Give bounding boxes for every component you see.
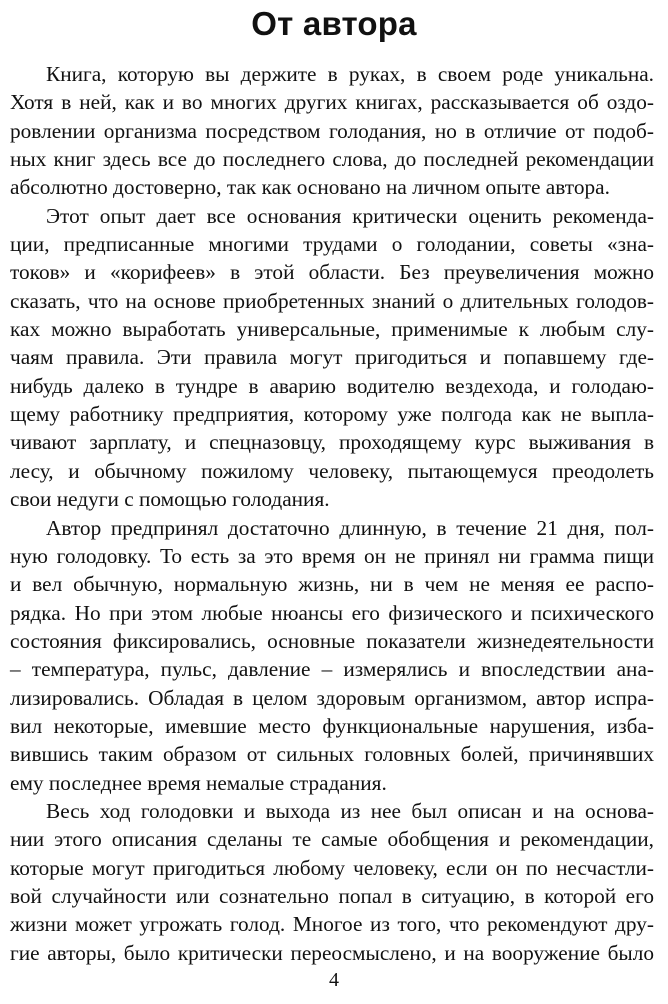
text-line: чаям правила. Эти правила могут пригодиться и попавшему где-: [10, 345, 654, 370]
page-number: 4: [329, 969, 339, 991]
text-line: Этот опыт дает все основания критически оценить рекоменда-: [46, 203, 654, 228]
text-line: рядка. Но при этом любые нюансы его физического и психического: [10, 600, 654, 625]
text-line: жизни может угрожать голод. Многое из того, что рекомендуют дру-: [10, 912, 654, 937]
text-line: вил некоторые, имевшие место функциональные нарушения, избa-: [10, 713, 654, 738]
text-line: чивают зарплату, и спецназовцу, проходящему курс выживания в: [10, 430, 654, 455]
paragraph: [10, 202, 654, 514]
text-line: вой случайности или сознательно попал в ситуацию, в которой его: [10, 883, 654, 908]
text-line: нибудь далеко в тундре в аварию водителю вездехода, и голодаю-: [10, 373, 654, 398]
body-text: [10, 60, 654, 967]
text-line: лизировались. Обладая в целом здоровым организмом, автор испра-: [10, 685, 654, 710]
text-line: ему последнее время немалые страдания.: [10, 770, 387, 795]
paragraph: [10, 514, 654, 797]
text-line: абсолютно достоверно, так как основано на личном опыте автора.: [10, 175, 610, 200]
text-line: ную голодовку. То есть за это время он не принял ни грамма пищи: [10, 543, 654, 568]
chapter-heading: От автора: [251, 5, 417, 42]
text-line: свои недуги с помощью голодания.: [10, 487, 330, 512]
text-line: Весь ход голодовки и выхода из нее был описан и на основа-: [46, 798, 654, 823]
text-line: – температура, пульс, давление – измерялись и впоследствии ана-: [10, 657, 654, 682]
text-line: вившись таким образом от сильных головных болей, причинявших: [10, 742, 654, 767]
text-line: щему работнику предприятия, которому уже полгода как не выпла-: [10, 402, 654, 427]
paragraph: [10, 797, 654, 967]
paragraph: [10, 60, 654, 202]
text-line: Хотя в ней, как и во многих других книгах, рассказывается об оздо-: [10, 90, 654, 115]
text-line: Книга, которую вы держите в руках, в своем роде уникальна.: [46, 62, 654, 86]
text-line: состояния фиксировались, основные показатели жизнедеятельности: [10, 628, 654, 653]
text-line: ровлении организма посредством голодания, но в отличие от подоб-: [10, 118, 654, 143]
text-line: и вел обычную, нормальную жизнь, ни в чем не меняя ее распо-: [10, 572, 654, 597]
text-line: сказать, что на основе приобретенных знаний о длительных голодов-: [10, 288, 654, 313]
text-line: ках можно выработать универсальные, применимые к любым слу-: [10, 317, 654, 342]
text-line: токов» и «корифеев» в этой области. Без преувеличения можно: [10, 260, 654, 285]
text-line: ции, предписанные многими трудами о голодании, советы «зна-: [10, 232, 654, 257]
text-line: лесу, и обычному пожилому человеку, пытающемуся преодолеть: [10, 458, 654, 483]
text-line: которые могут пригодиться любому человеку, если он по несчастли-: [10, 855, 654, 880]
text-line: гие авторы, было критически переосмыслено, и на вооружение было: [10, 940, 654, 965]
text-line: Автор предпринял достаточно длинную, в течение 21 дня, пол-: [46, 515, 654, 540]
text-line: ных книг здесь все до последнего слова, до последней рекомендации: [10, 147, 654, 172]
text-line: нии этого описания сделаны те самые обобщения и рекомендации,: [10, 827, 654, 852]
